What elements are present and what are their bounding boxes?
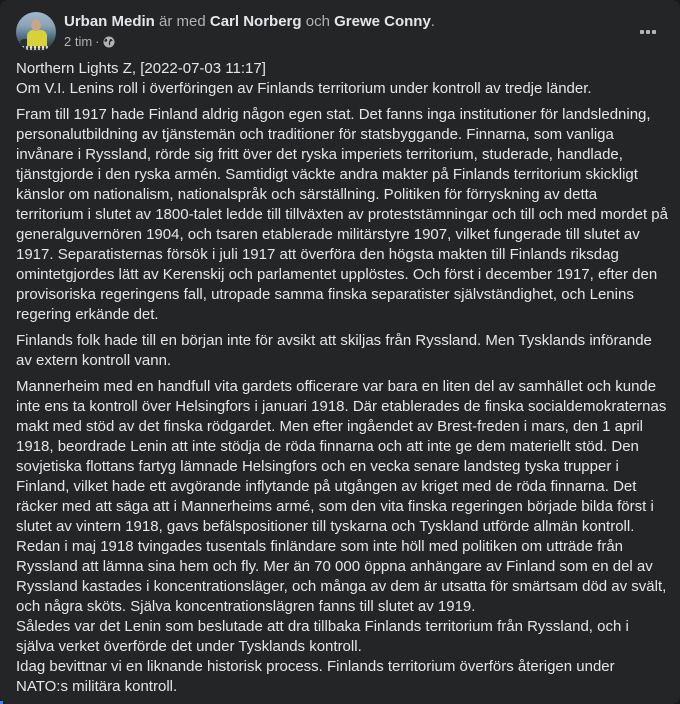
paragraph: Således var det Lenin som beslutade att dra tillbaka Finlands territorium från Ryssland, och i själva verket överförde det under Tysklands kontroll.	[16, 618, 629, 655]
avatar-image-detail	[31, 19, 41, 31]
more-horizontal-icon	[640, 30, 656, 34]
paragraph: Fram till 1917 hade Finland aldrig någon egen stat. Det fanns inga institutioner för landsledning, personalutbildning av tjänstemän och traditioner för statsbyggande. Finnarna, som vanliga invånare i Ryssland, rörde sig fritt över det ryska imperiets territorium, studerade, handlade, tjänstgjorde i den ryska armén. Samtidigt väckte andra makter på Finlands territorium skickligt känslor om nationalism, nationalspråk och särställning. Politiken för förryskning av detta territorium i slutet av 1800-talet ledde till tillväxten av proteststämningar och till och med mordet på generalguvernören 1904, och tsaren etablerade militärstyre 1907, vilket fungerade till slutet av 1917. Separatisternas försök i juli 1917 att överföra den högsta makten till Finlands riksdag omintetgjordes lätt av Kerenskij och parlamentet upplöstes. Och först i december 1917, efter den provisoriska regeringens fall, utropade samma finska separatister självständighet, och Lenins regering erkände det.	[16, 106, 668, 323]
globe-icon[interactable]	[103, 36, 115, 48]
post-body	[16, 59, 668, 697]
avatar-image-detail	[22, 46, 50, 50]
paragraph: Redan i maj 1918 tvingades tusentals finländare som inte höll med politiken om utträde från Ryssland att lämna sina hem och fly. Mer än 70 000 öppna anhängare av Finland som en del av Ryssland kastades i koncentrationsläger, och många av dem är utsatta för smärtsam död av svält, och några sköts. Själva koncentrationslägren fanns till slutet av 1919.	[16, 538, 667, 615]
post-subline	[64, 34, 435, 50]
paragraph: Idag bevittnar vi en liknande historisk process. Finlands territorium överförs återigen under NATO:s militära kontroll.	[16, 658, 615, 695]
avatar[interactable]	[16, 12, 56, 52]
more-options-button[interactable]	[630, 14, 666, 50]
post-title: Om V.I. Lenins roll i överföringen av Finlands territorium under kontroll av tredje länder.	[16, 80, 592, 97]
timestamp-link[interactable]: 2 tim	[64, 34, 93, 49]
post-meta	[64, 12, 435, 50]
separator: ·	[95, 34, 100, 49]
paragraph: Finlands folk hade till en början inte för avsikt att skiljas från Ryssland. Men Tysklands införande av extern kontroll vann.	[16, 332, 652, 369]
and-text: och	[305, 13, 330, 30]
author-name-link[interactable]: Urban Medin	[64, 13, 155, 30]
tagged-user-link[interactable]: Grewe Conny	[334, 13, 431, 30]
with-text: är med	[159, 13, 206, 30]
post-title-line	[64, 12, 435, 31]
post-header	[16, 12, 664, 52]
source-line: Northern Lights Z, [2022-07-03 11:17]	[16, 60, 266, 77]
tagged-user-link[interactable]: Carl Norberg	[209, 13, 302, 30]
paragraph: Mannerheim med en handfull vita gardets officerare var bara en liten del av samhället och kunde inte ens ta kontroll över Helsingfors i januari 1918. Där etablerades de finska socialdemokraternas makt med stöd av det finska rödgardet. Men efter ingåendet av Brest-freden i mars, den 1 april 1918, beordrade Lenin att inte stödja de röda finnarna och att inte ge dem materiellt stöd. Den sovjetiska flottans fartyg lämnade Helsingfors och en vecka senare landsteg tyska trupper i Finland, vilket hade ett avgörande inflytande på utgången av kriget med de röda finnarna. Det räcker med att säga att i Mannerheims armé, som den vita finska regeringen började bilda först i slutet av vintern 1918, gavs befälspositioner till tyskarna och Tyskland utförde allmän kontroll.	[16, 378, 667, 535]
period: .	[430, 13, 435, 30]
